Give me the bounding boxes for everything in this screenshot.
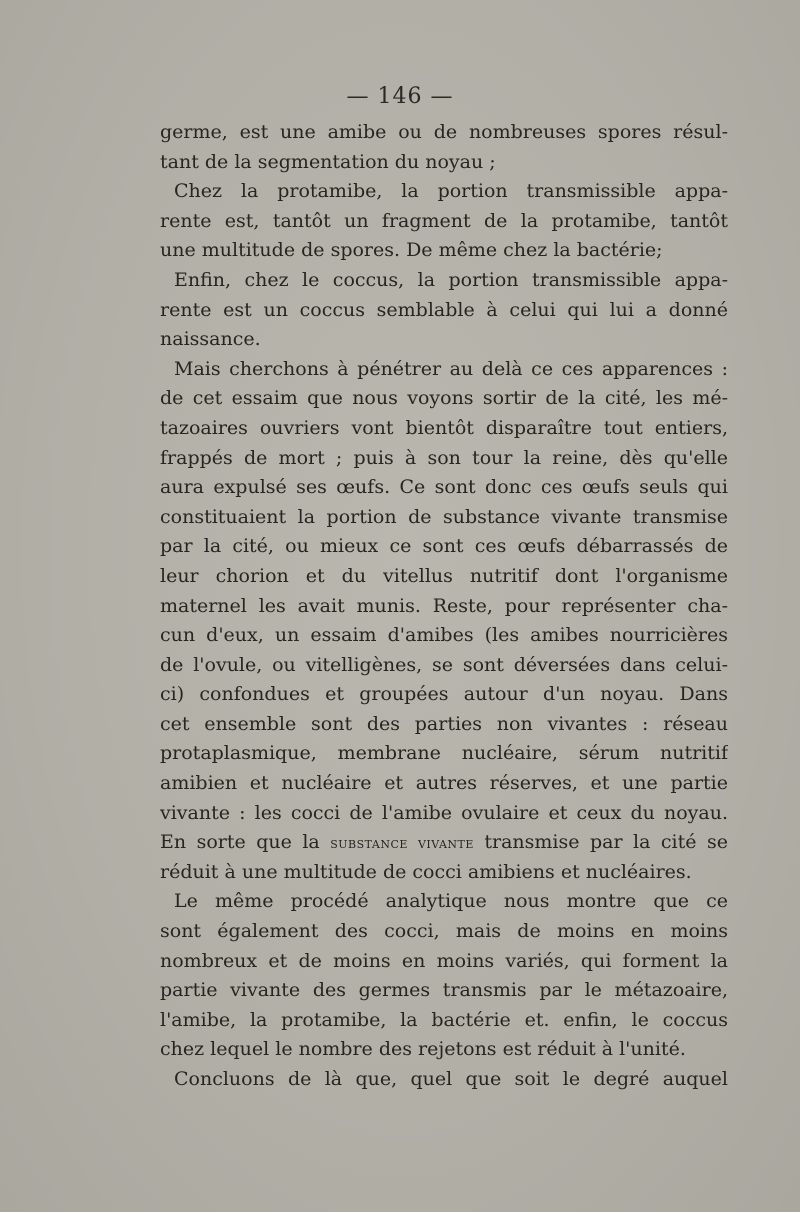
text-line: cun d'eux, un essaim d'amibes (les amibes nourricières: [160, 624, 728, 647]
text-line: Mais cherchons à pénétrer au delà ce ces apparences :: [174, 357, 728, 380]
text-line: vivante : les cocci de l'amibe ovulaire et ceux du noyau.: [160, 801, 728, 824]
small-caps-term: substance vivante: [330, 833, 474, 853]
text-line: leur chorion et du vitellus nutritif dont l'organisme: [160, 564, 728, 587]
text-line: l'amibe, la protamibe, la bactérie et. enfin, le coccus: [160, 1008, 728, 1031]
text-line: rente est, tantôt un fragment de la protamibe, tantôt: [160, 209, 728, 232]
text-line: partie vivante des germes transmis par le métazoaire,: [160, 979, 728, 1002]
body-text: [160, 118, 728, 1095]
text-line: tazoaires ouvriers vont bientôt disparaître tout entiers,: [160, 416, 728, 439]
text-line: Enfin, chez le coccus, la portion transmissible appa-: [174, 268, 728, 291]
text-line: constituaient la portion de substance vivante transmise: [160, 505, 728, 528]
text-line: Chez la protamibe, la portion transmissible appa-: [174, 180, 728, 203]
text-line: amibien et nucléaire et autres réserves, et une partie: [160, 772, 728, 795]
text-fragment: En sorte que la: [160, 831, 320, 854]
text-line: sont également des cocci, mais de moins en moins: [160, 920, 728, 943]
text-line: naissance.: [160, 328, 261, 351]
text-line-mixed: [160, 828, 728, 858]
text-line: une multitude de spores. De même chez la bactérie;: [160, 239, 663, 262]
text-line: Concluons de là que, quel que soit le degré auquel: [174, 1068, 728, 1090]
text-line: frappés de mort ; puis à son tour la reine, dès qu'elle: [160, 446, 728, 469]
text-line: Le même procédé analytique nous montre que ce: [174, 890, 728, 913]
text-line: de l'ovule, ou vitelligènes, se sont déversées dans celui-: [160, 653, 728, 676]
page-number: — 146 —: [346, 84, 454, 109]
text-line: aura expulsé ses œufs. Ce sont donc ces œufs seuls qui: [160, 476, 728, 499]
text-line: nombreux et de moins en moins variés, qui forment la: [160, 949, 728, 972]
text-line: cet ensemble sont des parties non vivantes : réseau: [160, 712, 728, 735]
text-line: tant de la segmentation du noyau ;: [160, 150, 496, 173]
text-line: réduit à une multitude de cocci amibiens et nucléaires.: [160, 860, 692, 883]
text-line: ci) confondues et groupées autour d'un noyau. Dans: [160, 683, 728, 706]
text-line: chez lequel le nombre des rejetons est réduit à l'unité.: [160, 1038, 686, 1061]
text-line: rente est un coccus semblable à celui qui lui a donné: [160, 298, 728, 321]
text-line: de cet essaim que nous voyons sortir de la cité, les mé-: [160, 387, 728, 410]
text-line: protaplasmique, membrane nucléaire, sérum nutritif: [160, 742, 728, 765]
text-fragment: transmise par la cité se: [484, 831, 728, 854]
text-line: par la cité, ou mieux ce sont ces œufs débarrassés de: [160, 535, 728, 558]
text-line: maternel les avait munis. Reste, pour représenter cha-: [160, 594, 728, 617]
text-line: germe, est une amibe ou de nombreuses spores résul-: [160, 121, 728, 143]
